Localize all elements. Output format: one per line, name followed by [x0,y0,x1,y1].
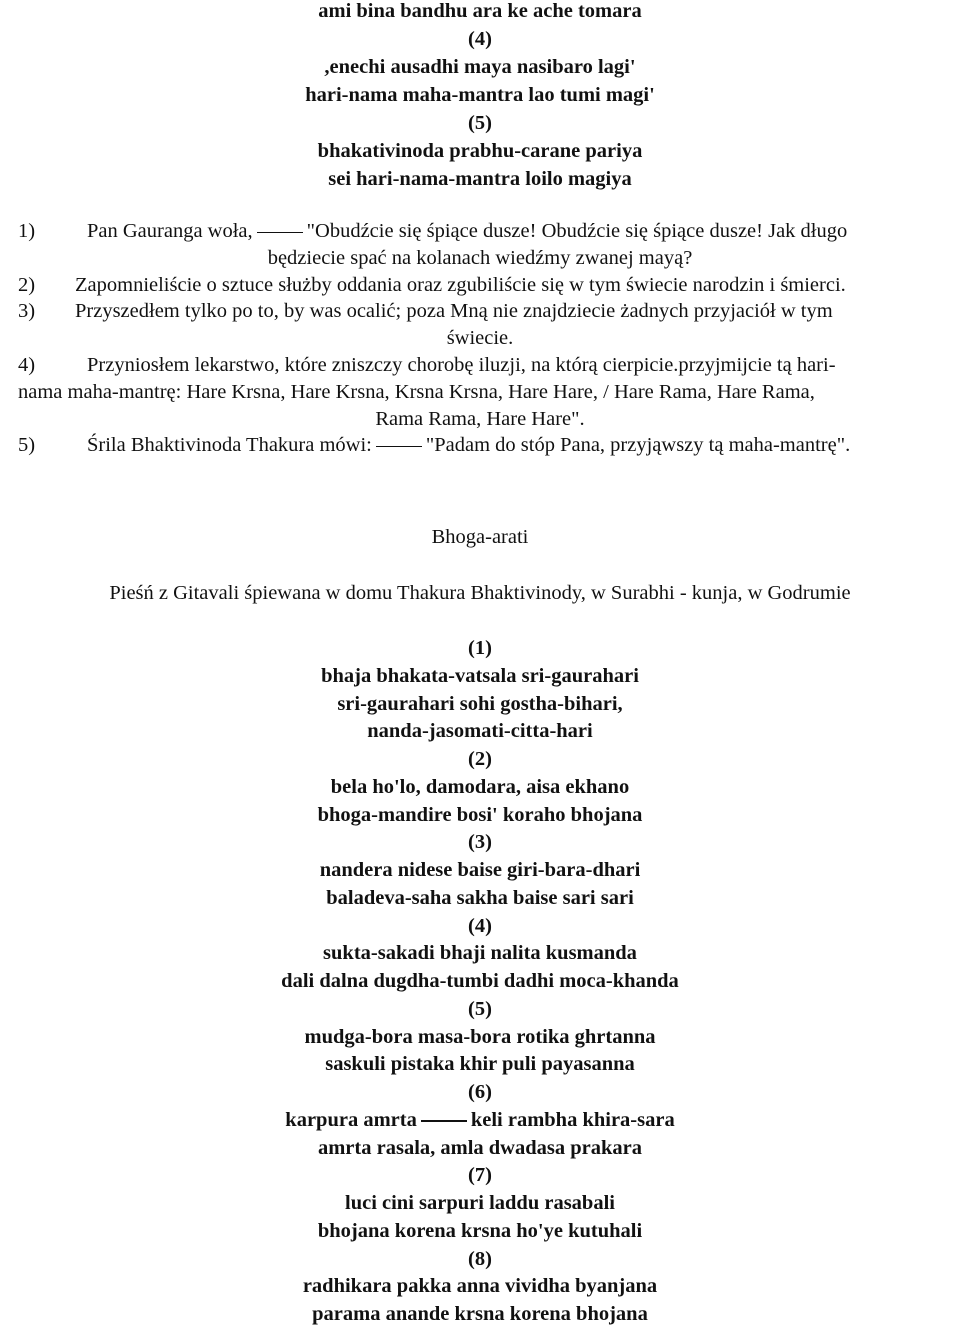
verse-line: sri-gaurahari sohi gostha-bihari, [337,692,623,715]
verse-line: saskuli pistaka khir puli payasanna [325,1053,635,1076]
verse-number: (5) [468,997,492,1020]
translation-item-2 [0,272,960,299]
verse-line: nanda-jasomati-citta-hari [367,720,593,743]
translation-item-5 [0,432,960,459]
translation-item-1 [0,218,960,245]
verse-number: (4) [468,914,492,937]
verse-line: mudga-bora masa-bora rotika ghrtanna [304,1025,656,1048]
item-text: Pan Gauranga woła, "Obudźcie się śpiące dusze! Obudźcie się śpiące dusze! Jak długo [87,220,848,242]
verse-line: dali dalna dugdha-tumbi dadhi moca-khanda [281,970,679,992]
verse-number: (6) [468,1081,492,1103]
verse-line: baladeva-saha sakha baise sari sari [326,886,634,909]
item-number: 2) [18,273,36,296]
verse-line: hari-nama maha-mantra lao tumi magi' [305,84,655,106]
item-text-continued: będziecie spać na kolanach wiedźmy zwanej mayą? [267,246,693,269]
em-dash [257,232,303,234]
verse-line: radhikara pakka anna vividha byanjana [302,1275,658,1298]
verse-line: sei hari-nama-mantra loilo magiya [328,168,632,190]
verse-line: ,enechi ausadhi maya nasibaro lagi' [324,56,636,78]
translation-section [0,218,960,459]
verse-number: (8) [468,1247,492,1270]
verse-number: (2) [468,748,492,770]
verse-line: karpura amrta keli rambha khira-sara [285,1108,675,1131]
top-verses [0,0,960,193]
verse-line: luci cini sarpuri laddu rasabali [345,1192,615,1214]
verse-line: bhoga-mandire bosi' koraho bhojana [317,803,643,826]
item-number: 1) [18,220,36,242]
item-text-continued: Rama Rama, Hare Hare". [375,407,585,430]
item-text: Zapomnieliście o sztuce służby oddania oraz zgubiliście się w tym świecie narodzin i śmierci. [75,273,846,296]
verse-line: bhojana korena krsna ho'ye kutuhali [317,1219,643,1242]
verse-line: bela ho'lo, damodara, aisa ekhano [330,775,630,798]
song-subtitle: Pieśń z Gitavali śpiewana w domu Thakura Bhaktivinody, w Surabhi - kunja, w Godrumie [109,582,851,604]
verse-number: (1) [468,637,492,659]
verse-line: parama anande krsna korena bhojana [312,1303,648,1325]
item-text-continued: nama maha-mantrę: Hare Krsna, Hare Krsna, Krsna Krsna, Hare Hare, / Hare Rama, Hare Rama, [18,380,815,403]
item-text: Przyszedłem tylko po to, by was ocalić; poza Mną nie znajdziecie żadnych przyjaciół w tym [75,300,833,323]
verse-number: (4) [468,28,492,50]
em-dash [421,1120,467,1122]
item-text: Śrila Bhaktivinoda Thakura mówi: "Padam do stóp Pana, przyjąwszy tą maha-mantrę". [87,434,851,457]
verse-line: nandera nidese baise giri-bara-dhari [319,859,641,881]
verse-line: sukta-sakadi bhaji nalita kusmanda [323,942,637,965]
item-number: 3) [18,300,36,323]
verse-number: (3) [468,831,492,854]
item-text: Przyniosłem lekarstwo, które zniszczy chorobę iluzji, na którą cierpicie.przyjmijcie tą hari- [87,353,836,376]
translation-item-4 [0,352,960,379]
verse-line: bhakativinoda prabhu-carane pariya [317,140,643,162]
verse-line: amrta rasala, amla dwadasa prakara [317,1136,642,1159]
song-title: Bhoga-arati [431,526,529,548]
item-number: 4) [18,353,36,376]
verse-number: (7) [468,1164,492,1187]
translation-item-3 [0,298,960,325]
item-number: 5) [18,434,36,457]
em-dash [376,446,422,448]
verse-line: bhaja bhakata-vatsala sri-gaurahari [321,664,639,687]
verse-line: ami bina bandhu ara ke ache tomara [318,0,642,22]
verse-number: (5) [468,112,492,134]
item-text-continued: świecie. [446,327,514,350]
bhoga-verses [0,635,960,1329]
